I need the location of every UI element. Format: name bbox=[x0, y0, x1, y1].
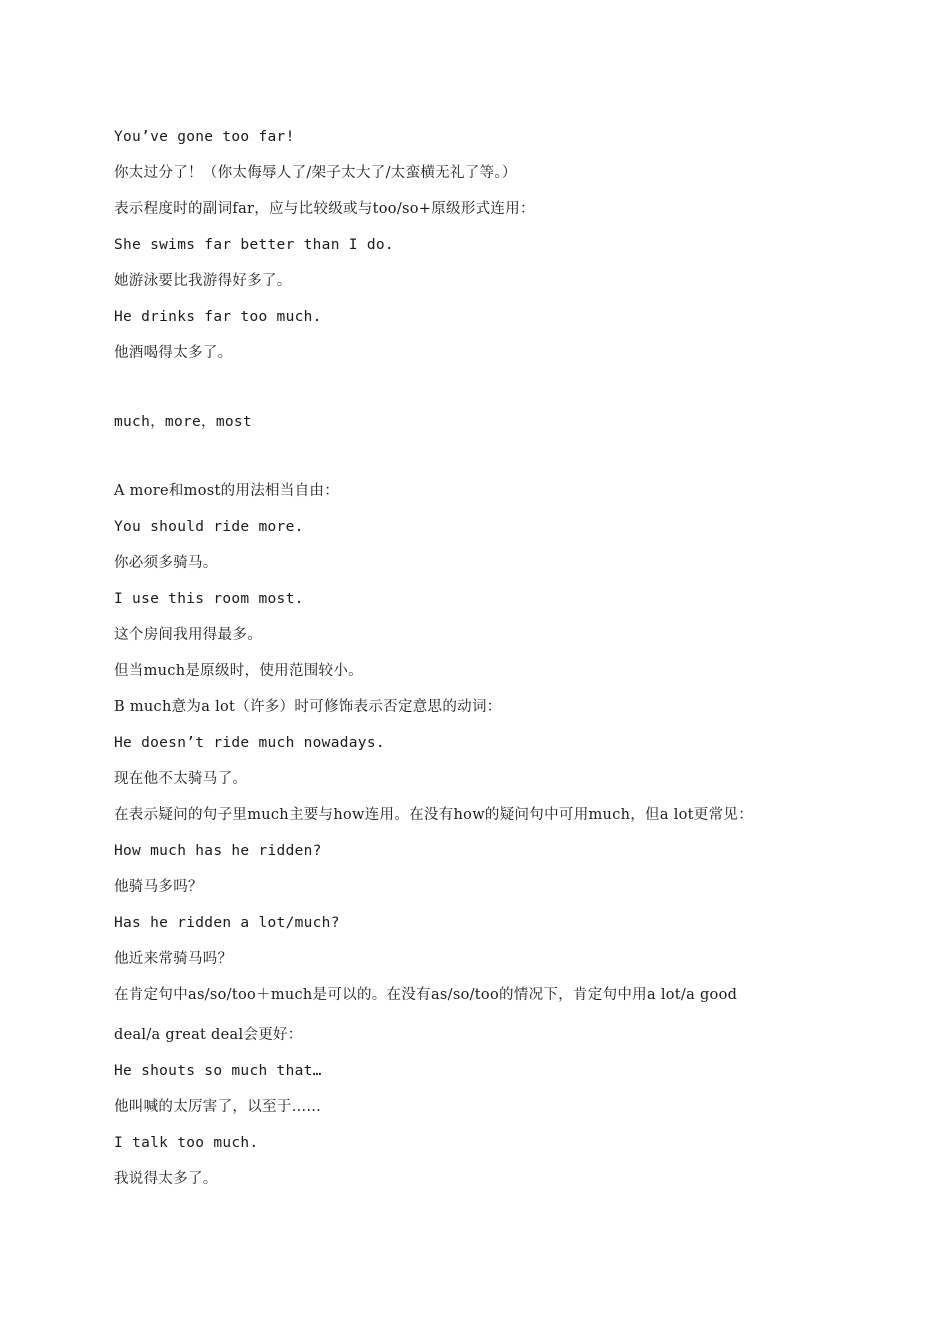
text-line: deal/a great deal会更好： bbox=[114, 1027, 303, 1043]
text-line: You should ride more. bbox=[114, 519, 304, 535]
section-heading: much，more，most bbox=[114, 414, 252, 430]
text-line: 现在他不太骑马了。 bbox=[114, 771, 248, 787]
text-line: 但当much是原级时，使用范围较小。 bbox=[114, 663, 363, 679]
text-line: I talk too much. bbox=[114, 1135, 259, 1151]
text-line: A more和most的用法相当自由： bbox=[114, 483, 340, 499]
text-line: 我说得太多了。 bbox=[114, 1171, 218, 1187]
text-line: 他近来常骑马吗？ bbox=[114, 951, 233, 967]
text-line: 你太过分了！（你太侮辱人了/架子太大了/太蛮横无礼了等。） bbox=[114, 165, 517, 181]
text-line: 在表示疑问的句子里much主要与how连用。在没有how的疑问句中可用much，但a lot更常见： bbox=[114, 807, 753, 823]
text-line: You’ve gone too far! bbox=[114, 129, 295, 145]
text-line: Has he ridden a lot/much? bbox=[114, 915, 340, 931]
text-line: I use this room most. bbox=[114, 591, 304, 607]
text-line: 她游泳要比我游得好多了。 bbox=[114, 273, 292, 289]
text-line: She swims far better than I do. bbox=[114, 237, 394, 253]
text-line: 表示程度时的副词far，应与比较级或与too/so+原级形式连用： bbox=[114, 201, 535, 217]
text-line: 他骑马多吗？ bbox=[114, 879, 203, 895]
text-line: How much has he ridden? bbox=[114, 843, 322, 859]
text-line: He drinks far too much. bbox=[114, 309, 322, 325]
text-line: 在肯定句中as/so/too＋much是可以的。在没有as/so/too的情况下，肯定句中用a lot/a good bbox=[114, 987, 738, 1003]
text-line: 他酒喝得太多了。 bbox=[114, 345, 233, 361]
text-line: He shouts so much that… bbox=[114, 1063, 322, 1079]
text-line: B much意为a lot（许多）时可修饰表示否定意思的动词： bbox=[114, 699, 502, 715]
text-line: 你必须多骑马。 bbox=[114, 555, 218, 571]
text-line: 他叫喊的太厉害了，以至于…… bbox=[114, 1099, 322, 1115]
text-line: 这个房间我用得最多。 bbox=[114, 627, 262, 643]
text-line: He doesn’t ride much nowadays. bbox=[114, 735, 385, 751]
